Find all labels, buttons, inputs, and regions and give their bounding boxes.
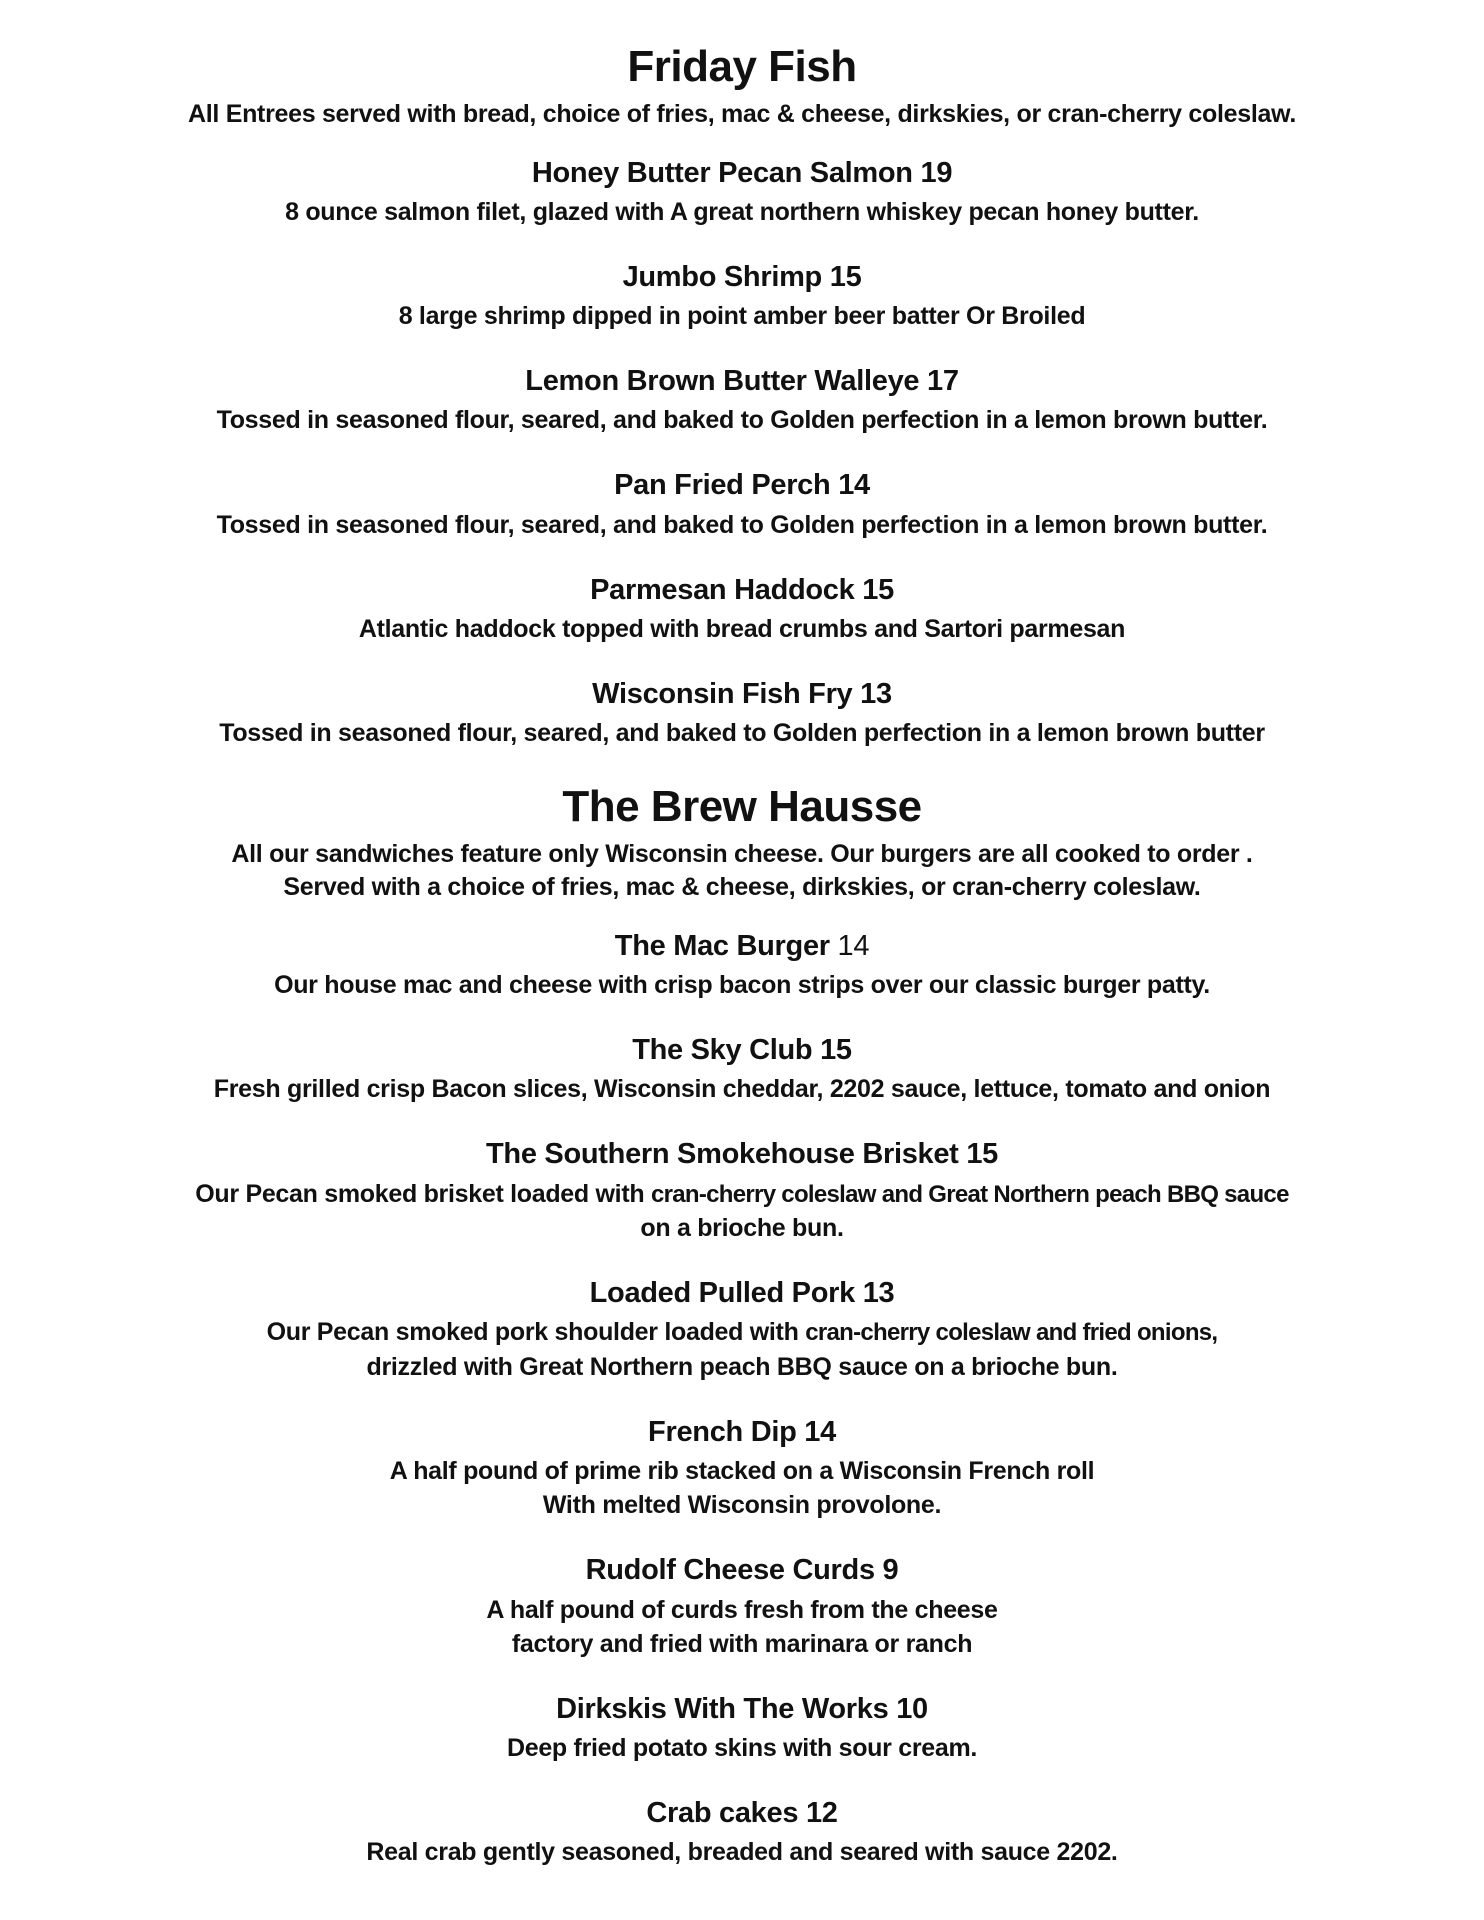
item-price: 14 xyxy=(837,929,870,962)
description-segment: Our Pecan smoked pork shoulder loaded with xyxy=(266,1318,806,1347)
item-name: The Sky Club xyxy=(632,1034,813,1067)
item-name: Wisconsin Fish Fry xyxy=(592,677,853,710)
item-description xyxy=(60,1731,1424,1765)
description-line xyxy=(60,1593,1424,1627)
item-name-line xyxy=(60,572,1424,608)
item-name: Parmesan Haddock xyxy=(590,573,855,606)
description-segment: A half pound of curds fresh from the cheese xyxy=(486,1595,998,1624)
item-description xyxy=(60,1177,1424,1246)
description-line xyxy=(60,1315,1424,1350)
description-segment: Deep fried potato skins with sour cream. xyxy=(506,1733,978,1762)
menu-section xyxy=(60,780,1424,1869)
item-name-line xyxy=(60,1136,1424,1172)
description-line xyxy=(60,1835,1424,1869)
description-segment: Atlantic haddock topped with bread crumbs and Sartori parmesan xyxy=(358,614,1126,643)
section-notes xyxy=(60,838,1424,904)
item-name-line xyxy=(60,1414,1424,1450)
description-segment: drizzled with Great Northern peach BBQ sauce on a brioche bun. xyxy=(366,1353,1118,1382)
description-segment: on a brioche bun. xyxy=(640,1214,844,1243)
menu-item xyxy=(60,1275,1424,1384)
item-name-line xyxy=(60,259,1424,295)
item-description xyxy=(60,1835,1424,1869)
item-name-line xyxy=(60,467,1424,503)
item-name: Crab cakes xyxy=(646,1796,799,1829)
menu-item xyxy=(60,363,1424,437)
description-line xyxy=(60,195,1424,229)
item-price: 19 xyxy=(920,156,953,189)
item-name-line xyxy=(60,1275,1424,1311)
description-segment: 8 ounce salmon filet, glazed with A great northern whiskey pecan honey butter. xyxy=(285,197,1199,226)
description-line xyxy=(60,508,1424,542)
item-price: 14 xyxy=(838,469,870,502)
menu-item xyxy=(60,928,1424,1002)
description-segment: Tossed in seasoned flour, seared, and baked to Golden perfection in a lemon brown butter xyxy=(219,719,1265,748)
description-segment: cran-cherry coleslaw and Great Northern peach BBQ sauce xyxy=(650,1180,1289,1208)
item-name: Lemon Brown Butter Walleye xyxy=(525,365,920,398)
description-line xyxy=(60,1731,1424,1765)
item-name-line xyxy=(60,363,1424,399)
description-line xyxy=(60,1177,1424,1212)
item-price: 13 xyxy=(862,1277,895,1310)
section-notes xyxy=(60,98,1424,131)
description-segment: Real crab gently seasoned, breaded and seared with sauce 2202. xyxy=(366,1838,1118,1867)
menu-item xyxy=(60,1691,1424,1765)
item-name: Dirkskis With The Works xyxy=(556,1692,889,1725)
item-name-line xyxy=(60,1032,1424,1068)
item-description xyxy=(60,403,1424,437)
description-segment: Tossed in seasoned flour, seared, and baked to Golden perfection in a lemon brown butter. xyxy=(216,510,1268,539)
item-price: 10 xyxy=(896,1692,928,1725)
description-line xyxy=(60,1211,1424,1245)
item-description xyxy=(60,1454,1424,1522)
item-description xyxy=(60,195,1424,229)
item-name: Jumbo Shrimp xyxy=(622,260,822,293)
description-line xyxy=(60,716,1424,750)
item-price: 14 xyxy=(804,1416,836,1449)
item-name-line xyxy=(60,155,1424,191)
description-segment: 8 large shrimp dipped in point amber beer batter Or Broiled xyxy=(398,302,1086,331)
item-price: 15 xyxy=(862,573,894,606)
item-description xyxy=(60,1315,1424,1384)
menu-item xyxy=(60,467,1424,541)
description-segment: With melted Wisconsin provolone. xyxy=(542,1491,942,1520)
item-description xyxy=(60,299,1424,333)
description-segment: Our house mac and cheese with crisp bacon strips over our classic burger patty. xyxy=(274,971,1210,1000)
section-note: All Entrees served with bread, choice of fries, mac & cheese, dirkskies, or cran-cherry coleslaw. xyxy=(188,99,1296,128)
section-title: The Brew Hausse xyxy=(562,782,922,832)
item-description xyxy=(60,612,1424,646)
item-name-line xyxy=(60,1552,1424,1588)
description-segment: Our Pecan smoked brisket loaded with xyxy=(195,1179,651,1208)
description-segment: cran-cherry coleslaw and fried onions, xyxy=(805,1319,1218,1347)
section-items xyxy=(60,155,1424,751)
item-price: 9 xyxy=(882,1554,899,1587)
item-price: 15 xyxy=(829,260,862,293)
item-name-line xyxy=(60,1691,1424,1727)
item-name: French Dip xyxy=(648,1416,797,1449)
item-price: 13 xyxy=(860,677,892,710)
description-line xyxy=(60,1350,1424,1384)
item-name: Honey Butter Pecan Salmon xyxy=(531,156,913,189)
description-segment: A half pound of prime rib stacked on a Wisconsin French roll xyxy=(389,1457,1095,1486)
section-title: Friday Fish xyxy=(627,42,857,91)
section-note: All our sandwiches feature only Wisconsin cheese. Our burgers are all cooked to order . xyxy=(231,839,1253,868)
item-price: 15 xyxy=(820,1034,852,1067)
item-name: Pan Fried Perch xyxy=(614,469,831,502)
menu-item xyxy=(60,1552,1424,1660)
item-name-line xyxy=(60,1795,1424,1831)
menu-item xyxy=(60,572,1424,646)
item-name: Rudolf Cheese Curds xyxy=(585,1554,875,1587)
item-price: 12 xyxy=(805,1796,838,1829)
item-description xyxy=(60,1593,1424,1661)
description-line xyxy=(60,1454,1424,1488)
menu-item xyxy=(60,1795,1424,1869)
item-name-line xyxy=(60,928,1424,964)
description-line xyxy=(60,1072,1424,1106)
description-segment: Tossed in seasoned flour, seared, and baked to Golden perfection in a lemon brown butter. xyxy=(216,406,1268,435)
item-name: Loaded Pulled Pork xyxy=(589,1277,855,1310)
description-line xyxy=(60,1488,1424,1522)
item-name: The Mac Burger xyxy=(614,929,830,962)
item-price: 15 xyxy=(966,1138,998,1171)
item-price: 17 xyxy=(927,365,959,398)
item-description xyxy=(60,716,1424,750)
description-segment: Fresh grilled crisp Bacon slices, Wisconsin cheddar, 2202 sauce, lettuce, tomato and onion xyxy=(213,1075,1271,1104)
menu-item xyxy=(60,259,1424,333)
item-name-line xyxy=(60,676,1424,712)
menu-item xyxy=(60,676,1424,750)
description-line xyxy=(60,299,1424,333)
item-description xyxy=(60,508,1424,542)
description-line xyxy=(60,403,1424,437)
item-description xyxy=(60,1072,1424,1106)
section-items xyxy=(60,928,1424,1869)
menu-item xyxy=(60,1032,1424,1106)
menu-section xyxy=(60,40,1424,750)
menu-item xyxy=(60,155,1424,229)
menu-item xyxy=(60,1414,1424,1522)
description-segment: factory and fried with marinara or ranch xyxy=(511,1629,973,1658)
item-description xyxy=(60,968,1424,1002)
description-line xyxy=(60,1627,1424,1661)
menu-item xyxy=(60,1136,1424,1245)
section-note: Served with a choice of fries, mac & cheese, dirkskies, or cran-cherry coleslaw. xyxy=(283,872,1201,901)
item-name: The Southern Smokehouse Brisket xyxy=(486,1138,959,1171)
menu-root xyxy=(60,40,1424,1869)
description-line xyxy=(60,612,1424,646)
description-line xyxy=(60,968,1424,1002)
